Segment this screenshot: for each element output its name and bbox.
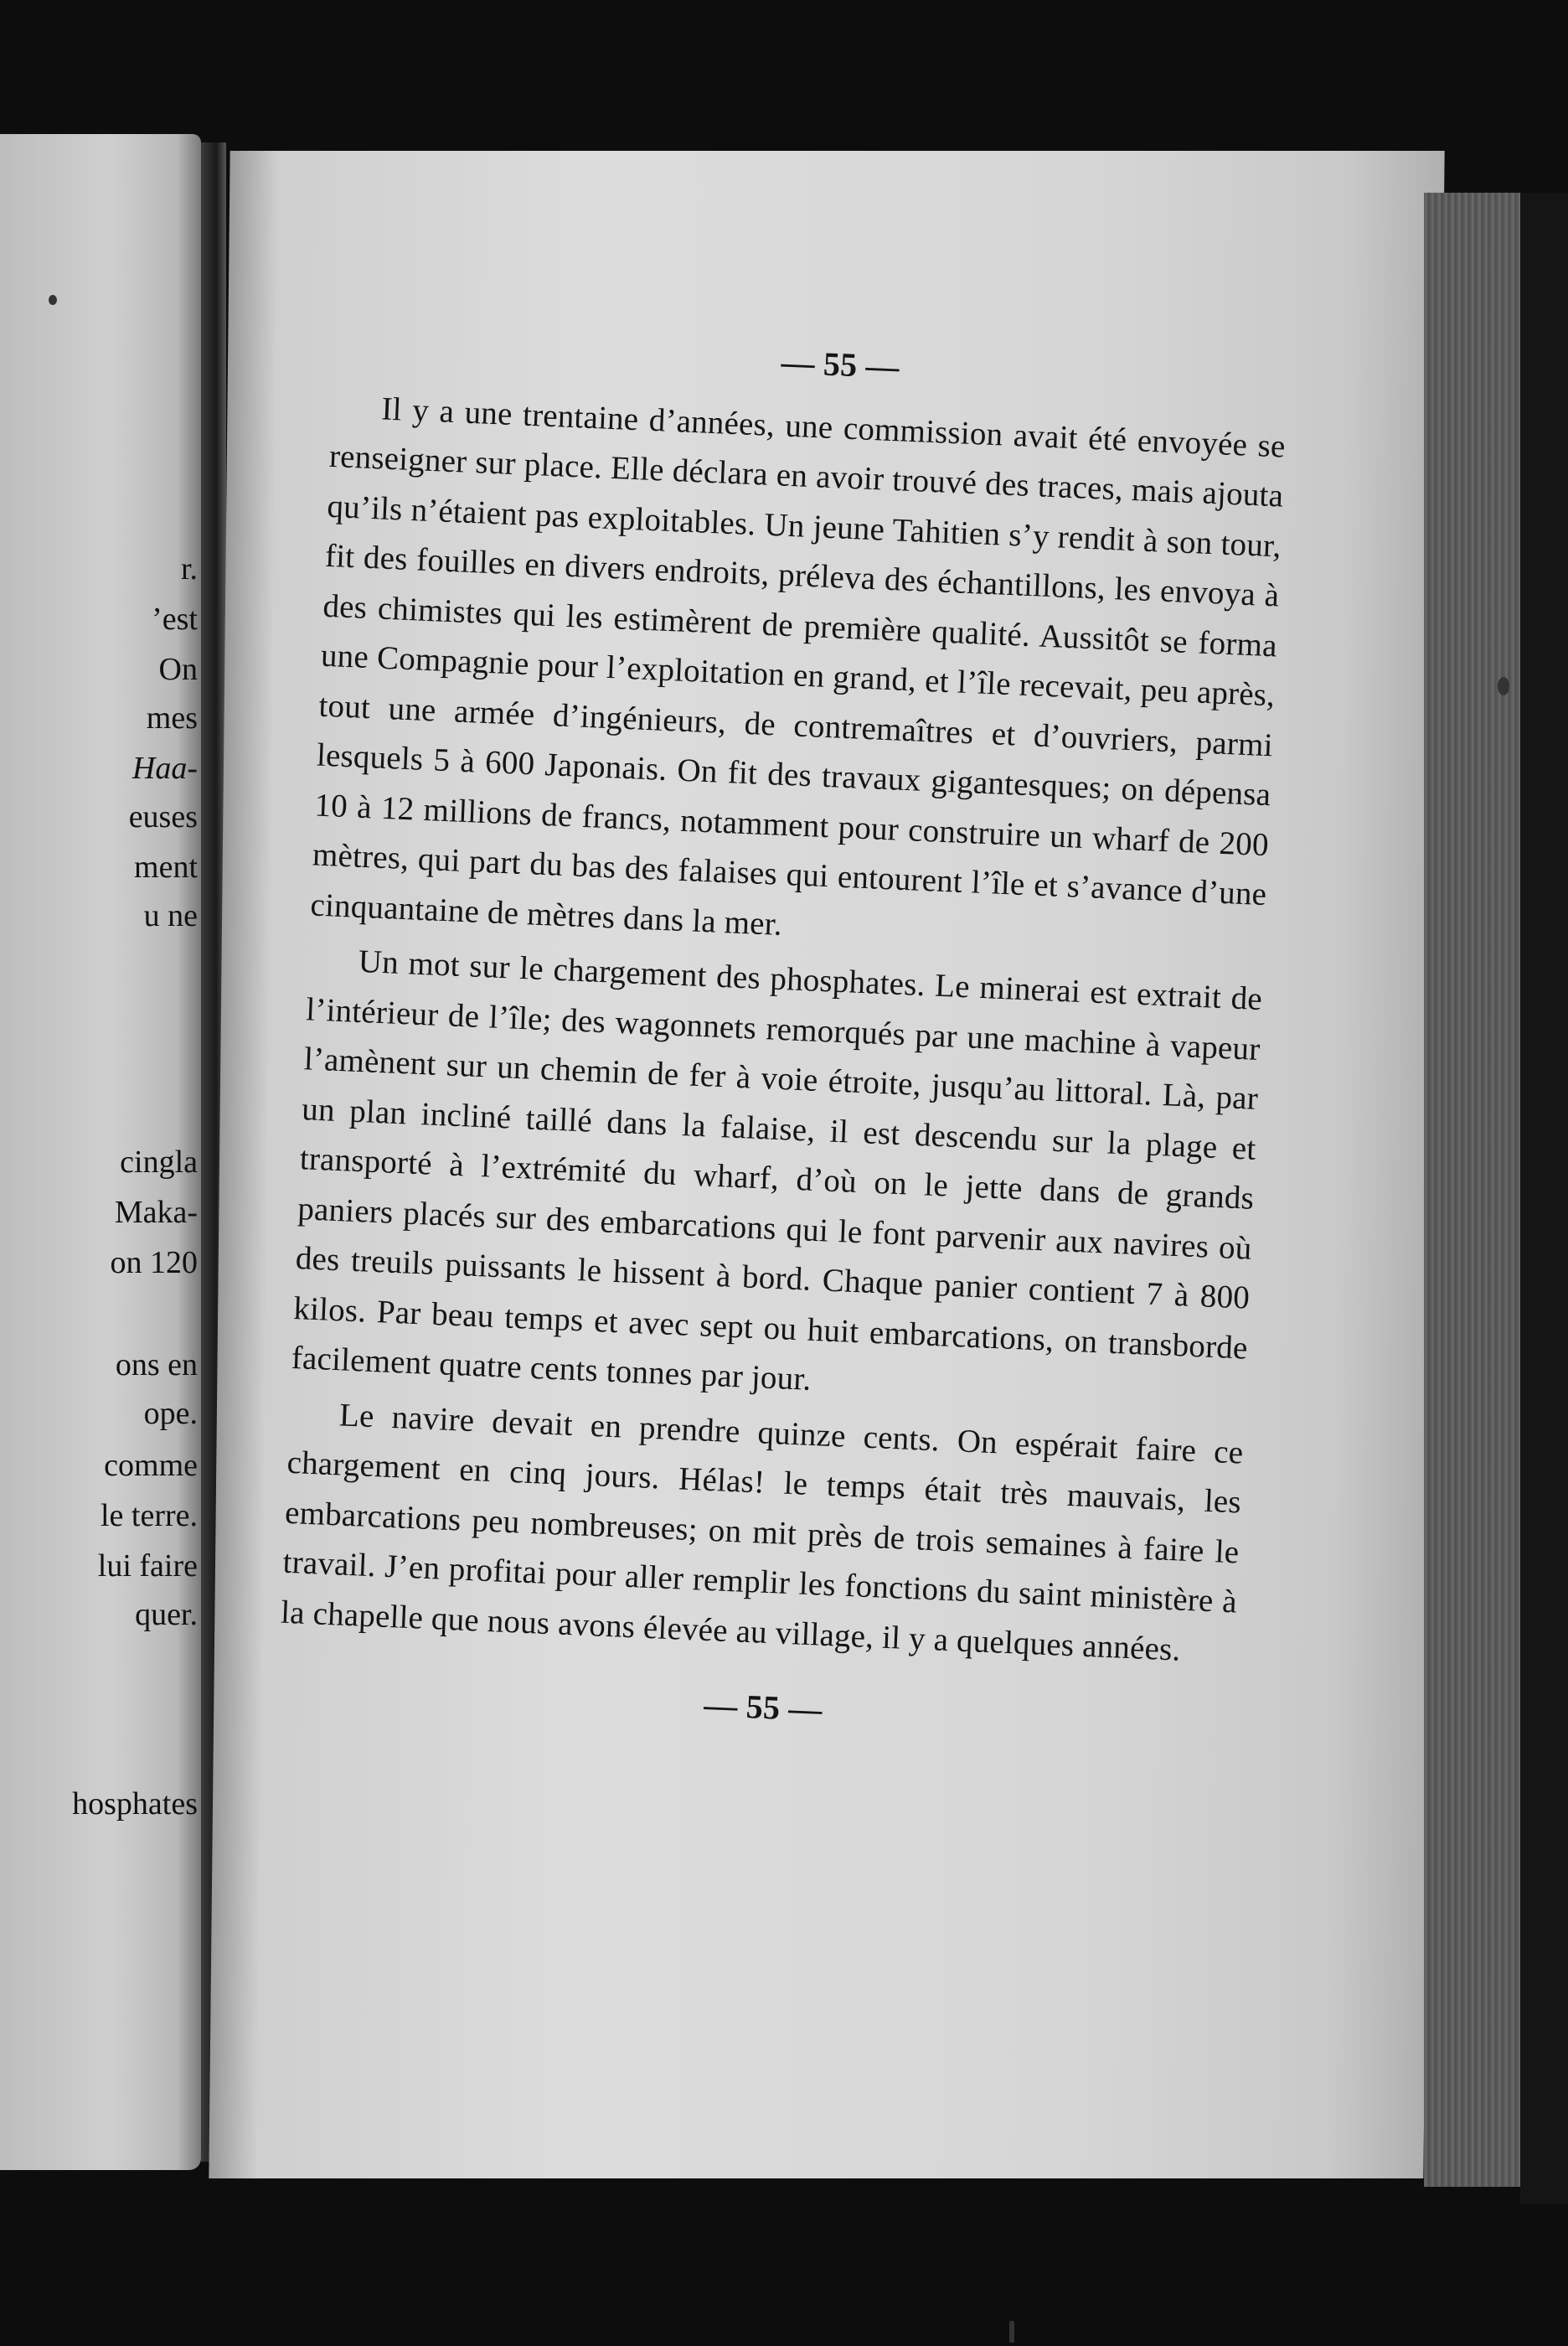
left-page-line: r.	[180, 551, 198, 586]
left-page-line: On	[158, 652, 198, 687]
left-page-line: ope.	[143, 1396, 198, 1431]
left-page-line: quer.	[135, 1597, 198, 1632]
page-number-top: — 55 —	[780, 343, 900, 386]
paragraph-2: Un mot sur le chargement des phosphates. Le minerai est extrait de l’intérieur de l’île; des wagonnets remorqués par une machine à vapeur l’amènent sur un chemin de fer à voie étroite, jusqu’au littoral. Là, par un plan incliné taillé dans la falaise, il est descendu sur la plage et transporté à l’extrémité du wharf, d’où on le jette dans de grands paniers placés sur des embarcations qui le font parvenir aux navires où des treuils puissants le hissent à bord. Chaque panier contient 7 à 800 kilos. Par beau temps et avec sept ou huit embarcations, on transborde facilement quatre cents tonnes par jour.	[291, 943, 1263, 1398]
page-number-bottom: — 55 —	[703, 1685, 823, 1728]
page-block-edge	[1424, 193, 1520, 2187]
right-page-text	[276, 318, 1289, 1752]
left-page-line: on 120	[110, 1245, 198, 1280]
left-page-line: ons en	[115, 1347, 198, 1382]
dust-speck	[1498, 677, 1509, 695]
left-page-line: le terre.	[100, 1498, 198, 1533]
dust-speck	[1009, 2321, 1014, 2343]
left-page-line: mes	[146, 700, 198, 736]
page-edge-shadow	[1520, 193, 1568, 2204]
left-page-line: ’est	[152, 602, 198, 637]
dust-speck	[49, 295, 57, 305]
left-page	[0, 134, 201, 2170]
left-page-line: lui faire	[97, 1548, 198, 1584]
left-page-line: comme	[104, 1448, 198, 1483]
left-page-line: ment	[134, 850, 198, 885]
paragraph-1: Il y a une trentaine d’années, une commission avait été envoyée se renseigner sur place. Elle déclara en avoir trouvé des traces, mais ajouta qu’ils n’étaient pas exploitables. Un jeune Tahitien s’y rendit à son tour, fit des fouilles en divers endroits, préleva des échantillons, les envoya à des chimistes qui les estimèrent de première qualité. Aussitôt se forma une Compagnie pour l’exploitation en grand, et l’île recevait, peu après, tout une armée d’ingénieurs, de contremaîtres et d’ouvriers, parmi lesquels 5 à 600 Japonais. On fit des travaux gigantesques; on dépensa 10 à 12 millions de francs, notamment pour construire un wharf de 200 mètres, qui part du bas des falaises qui entourent l’île et s’avance d’une cinquantaine de mètres dans la mer.	[309, 390, 1287, 943]
left-page-line: Haa-	[132, 751, 198, 786]
left-page-line: hosphates	[72, 1786, 198, 1822]
left-page-line: cingla	[120, 1145, 198, 1180]
paragraph-3: Le navire devait en prendre quinze cents. On espérait faire ce chargement en cinq jours. Hélas! le temps était très mauvais, les embarcations peu nombreuses; on mit près de trois semaines à faire le travail. J’en profitai pour aller remplir les fonctions du saint ministère à la chapelle que nous avons élevée au village, il y a quelques années.	[280, 1396, 1245, 1668]
left-page-line: Maka-	[114, 1195, 198, 1230]
left-page-line: u ne	[143, 898, 198, 933]
left-page-line: euses	[128, 799, 198, 835]
